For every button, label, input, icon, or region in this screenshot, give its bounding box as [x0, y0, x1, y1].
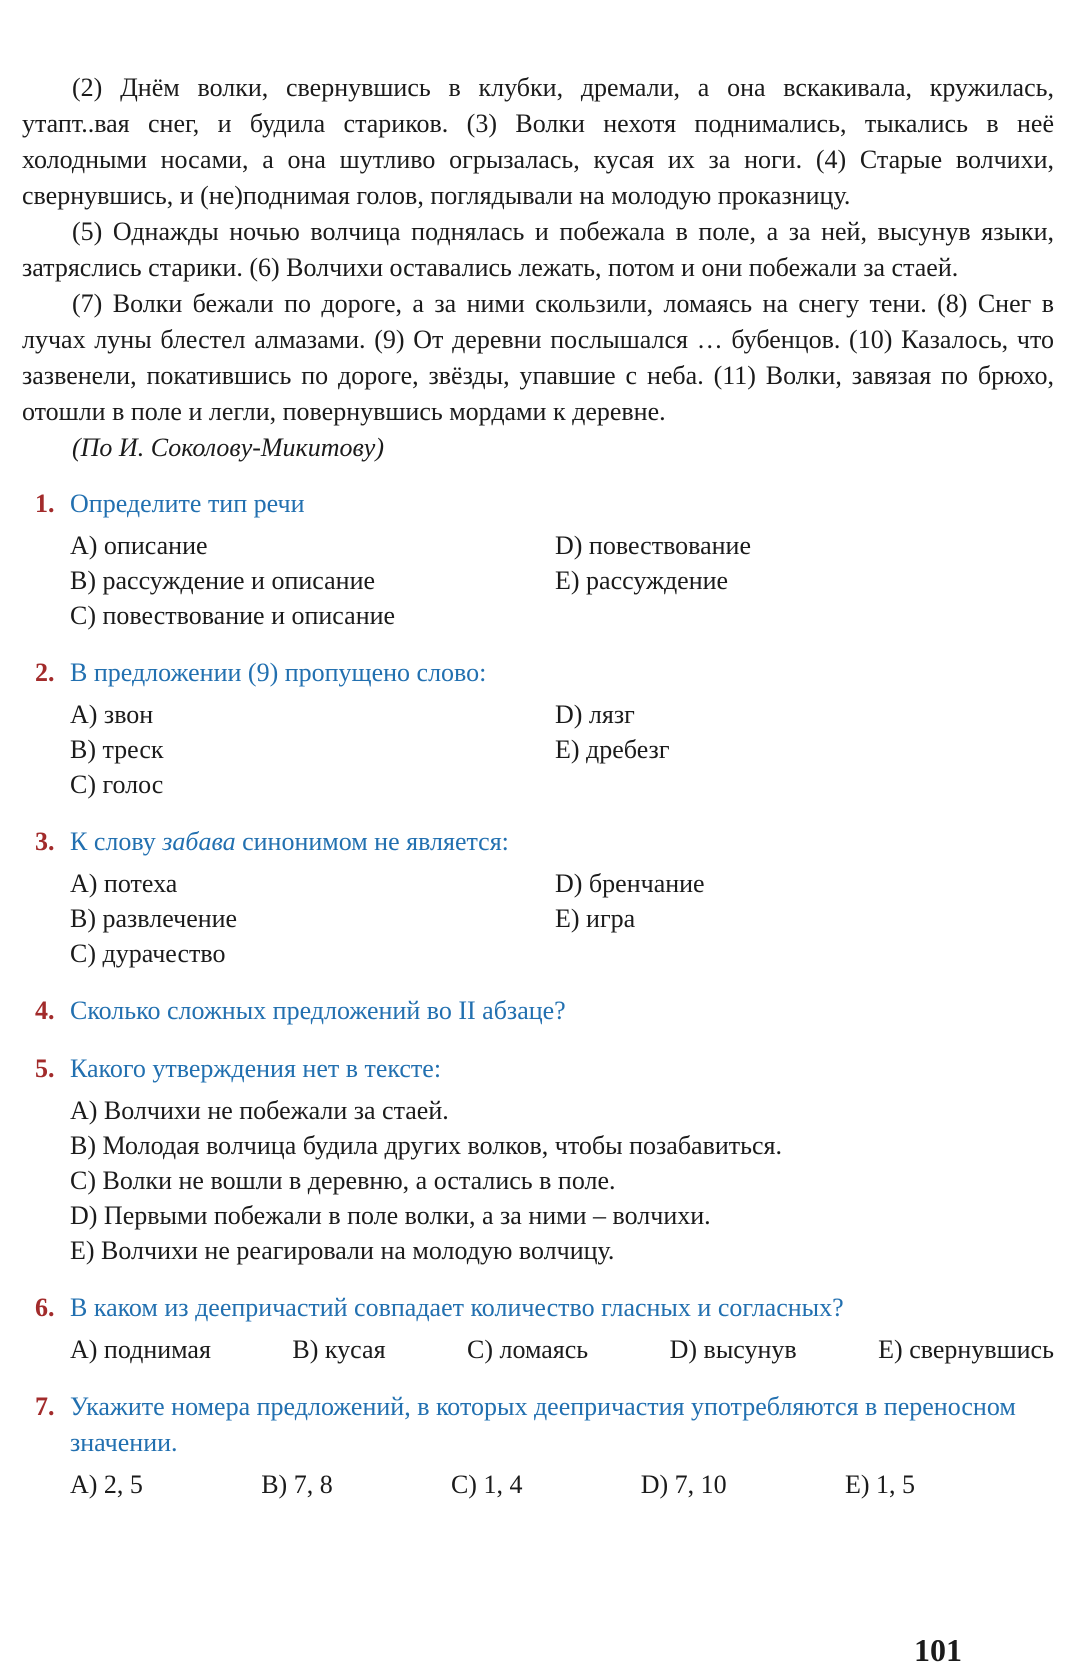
option: C) ломаясь — [467, 1335, 589, 1364]
options — [70, 866, 1054, 971]
option: C) повествование и описание — [70, 601, 396, 630]
options-column-right — [555, 697, 1054, 802]
options-column-left — [70, 866, 555, 971]
option: B) кусая — [292, 1335, 386, 1364]
question-text-prefix: К слову — [70, 827, 163, 856]
question-body — [70, 1290, 1054, 1367]
question-text: Укажите номера предложений, в которых деепричастия употребляются в переносном значении. — [70, 1392, 1016, 1457]
option: A) потеха — [70, 869, 178, 898]
italic-term: забава — [162, 827, 236, 856]
question-body — [70, 1389, 1054, 1502]
question-text-suffix: синонимом не является: — [235, 827, 509, 856]
question-text: Определите тип речи — [70, 489, 305, 518]
option: A) 2, 5 — [70, 1470, 143, 1499]
options — [70, 1332, 1054, 1367]
passage — [22, 70, 1054, 466]
question-text: В каком из деепричастий совпадает количество гласных и согласных? — [70, 1293, 844, 1322]
option: B) треск — [70, 735, 164, 764]
passage-paragraph: (7) Волки бежали по дороге, а за ними скользили, ломаясь на снегу тени. (8) Снег в лучах луны блестел алмазами. (9) От деревни послышался … бубенцов. (10) Казалось, что зазвенели, покатившись по дороге, звёзды, упавшие с неба. (11) Волки, завязая по брюхо, отошли в поле и легли, повернувшись мордами к деревне. — [22, 289, 1054, 426]
question-3 — [22, 824, 1054, 971]
option: C) Волки не вошли в деревню, а остались в поле. — [70, 1166, 616, 1195]
options — [70, 528, 1054, 633]
option: E) рассуждение — [555, 566, 729, 595]
question-7 — [22, 1389, 1054, 1502]
option: A) описание — [70, 531, 208, 560]
page-number: 101 — [914, 1632, 962, 1668]
option: A) звон — [70, 700, 154, 729]
option: D) лязг — [555, 700, 635, 729]
options-column-right — [555, 528, 1054, 633]
option: A) поднимая — [70, 1335, 211, 1364]
option: C) голос — [70, 770, 164, 799]
option: B) развлечение — [70, 904, 238, 933]
option: D) повествование — [555, 531, 752, 560]
options — [70, 697, 1054, 802]
question-body — [70, 655, 1054, 802]
option: E) игра — [555, 904, 636, 933]
option: E) 1, 5 — [844, 1470, 915, 1499]
options — [70, 1467, 915, 1502]
question-number: 1. — [35, 489, 55, 518]
question-text — [70, 824, 1054, 860]
options — [70, 1093, 1054, 1268]
option: B) Молодая волчица будила других волков, чтобы позабавиться. — [70, 1131, 782, 1160]
options-column-right — [555, 866, 1054, 971]
option: D) высунув — [669, 1335, 797, 1364]
option: B) 7, 8 — [261, 1470, 333, 1499]
option: C) дурачество — [70, 939, 226, 968]
option: E) свернувшись — [878, 1335, 1054, 1364]
option: D) бренчание — [555, 869, 705, 898]
question-1 — [22, 486, 1054, 633]
question-body — [70, 824, 1054, 971]
question-number: 2. — [35, 658, 55, 687]
question-text: Какого утверждения нет в тексте: — [70, 1054, 442, 1083]
question-body — [70, 486, 1054, 633]
question-text: Сколько сложных предложений во II абзаце? — [70, 996, 566, 1025]
question-number: 6. — [35, 1293, 55, 1322]
question-number: 7. — [35, 1392, 55, 1421]
question-4 — [22, 993, 1054, 1029]
question-body — [70, 1051, 1054, 1268]
option: E) Волчихи не реагировали на молодую волчицу. — [70, 1236, 615, 1265]
passage-paragraph: (5) Однажды ночью волчица поднялась и побежала в поле, а за ней, высунув языки, затряслись старики. (6) Волчихи оставались лежать, потом и они побежали за стаей. — [22, 217, 1054, 282]
passage-attribution: (По И. Соколову-Микитову) — [72, 433, 384, 462]
options-column-left — [70, 528, 555, 633]
option: B) рассуждение и описание — [70, 566, 376, 595]
question-number: 5. — [35, 1054, 55, 1083]
option: D) Первыми побежали в поле волки, а за ними – волчихи. — [70, 1201, 711, 1230]
question-number: 3. — [35, 827, 55, 856]
option: D) 7, 10 — [640, 1470, 727, 1499]
questions-list — [22, 486, 1054, 1502]
option: A) Волчихи не побежали за стаей. — [70, 1096, 449, 1125]
question-5 — [22, 1051, 1054, 1268]
passage-paragraph: (2) Днём волки, свернувшись в клубки, дремали, а она вскакивала, кружилась, утапт..вая снег, и будила стариков. (3) Волки нехотя поднимались, тыкались в неё холодными носами, а она шутливо огрызалась, кусая их за ноги. (4) Старые волчихи, свернувшись, и (не)поднимая голов, поглядывали на молодую проказницу. — [22, 73, 1054, 210]
question-text: В предложении (9) пропущено слово: — [70, 658, 487, 687]
option: E) дребезг — [555, 735, 670, 764]
question-number: 4. — [35, 996, 55, 1025]
option: C) 1, 4 — [450, 1470, 523, 1499]
question-2 — [22, 655, 1054, 802]
question-body — [70, 993, 1054, 1029]
question-6 — [22, 1290, 1054, 1367]
options-column-left — [70, 697, 555, 802]
